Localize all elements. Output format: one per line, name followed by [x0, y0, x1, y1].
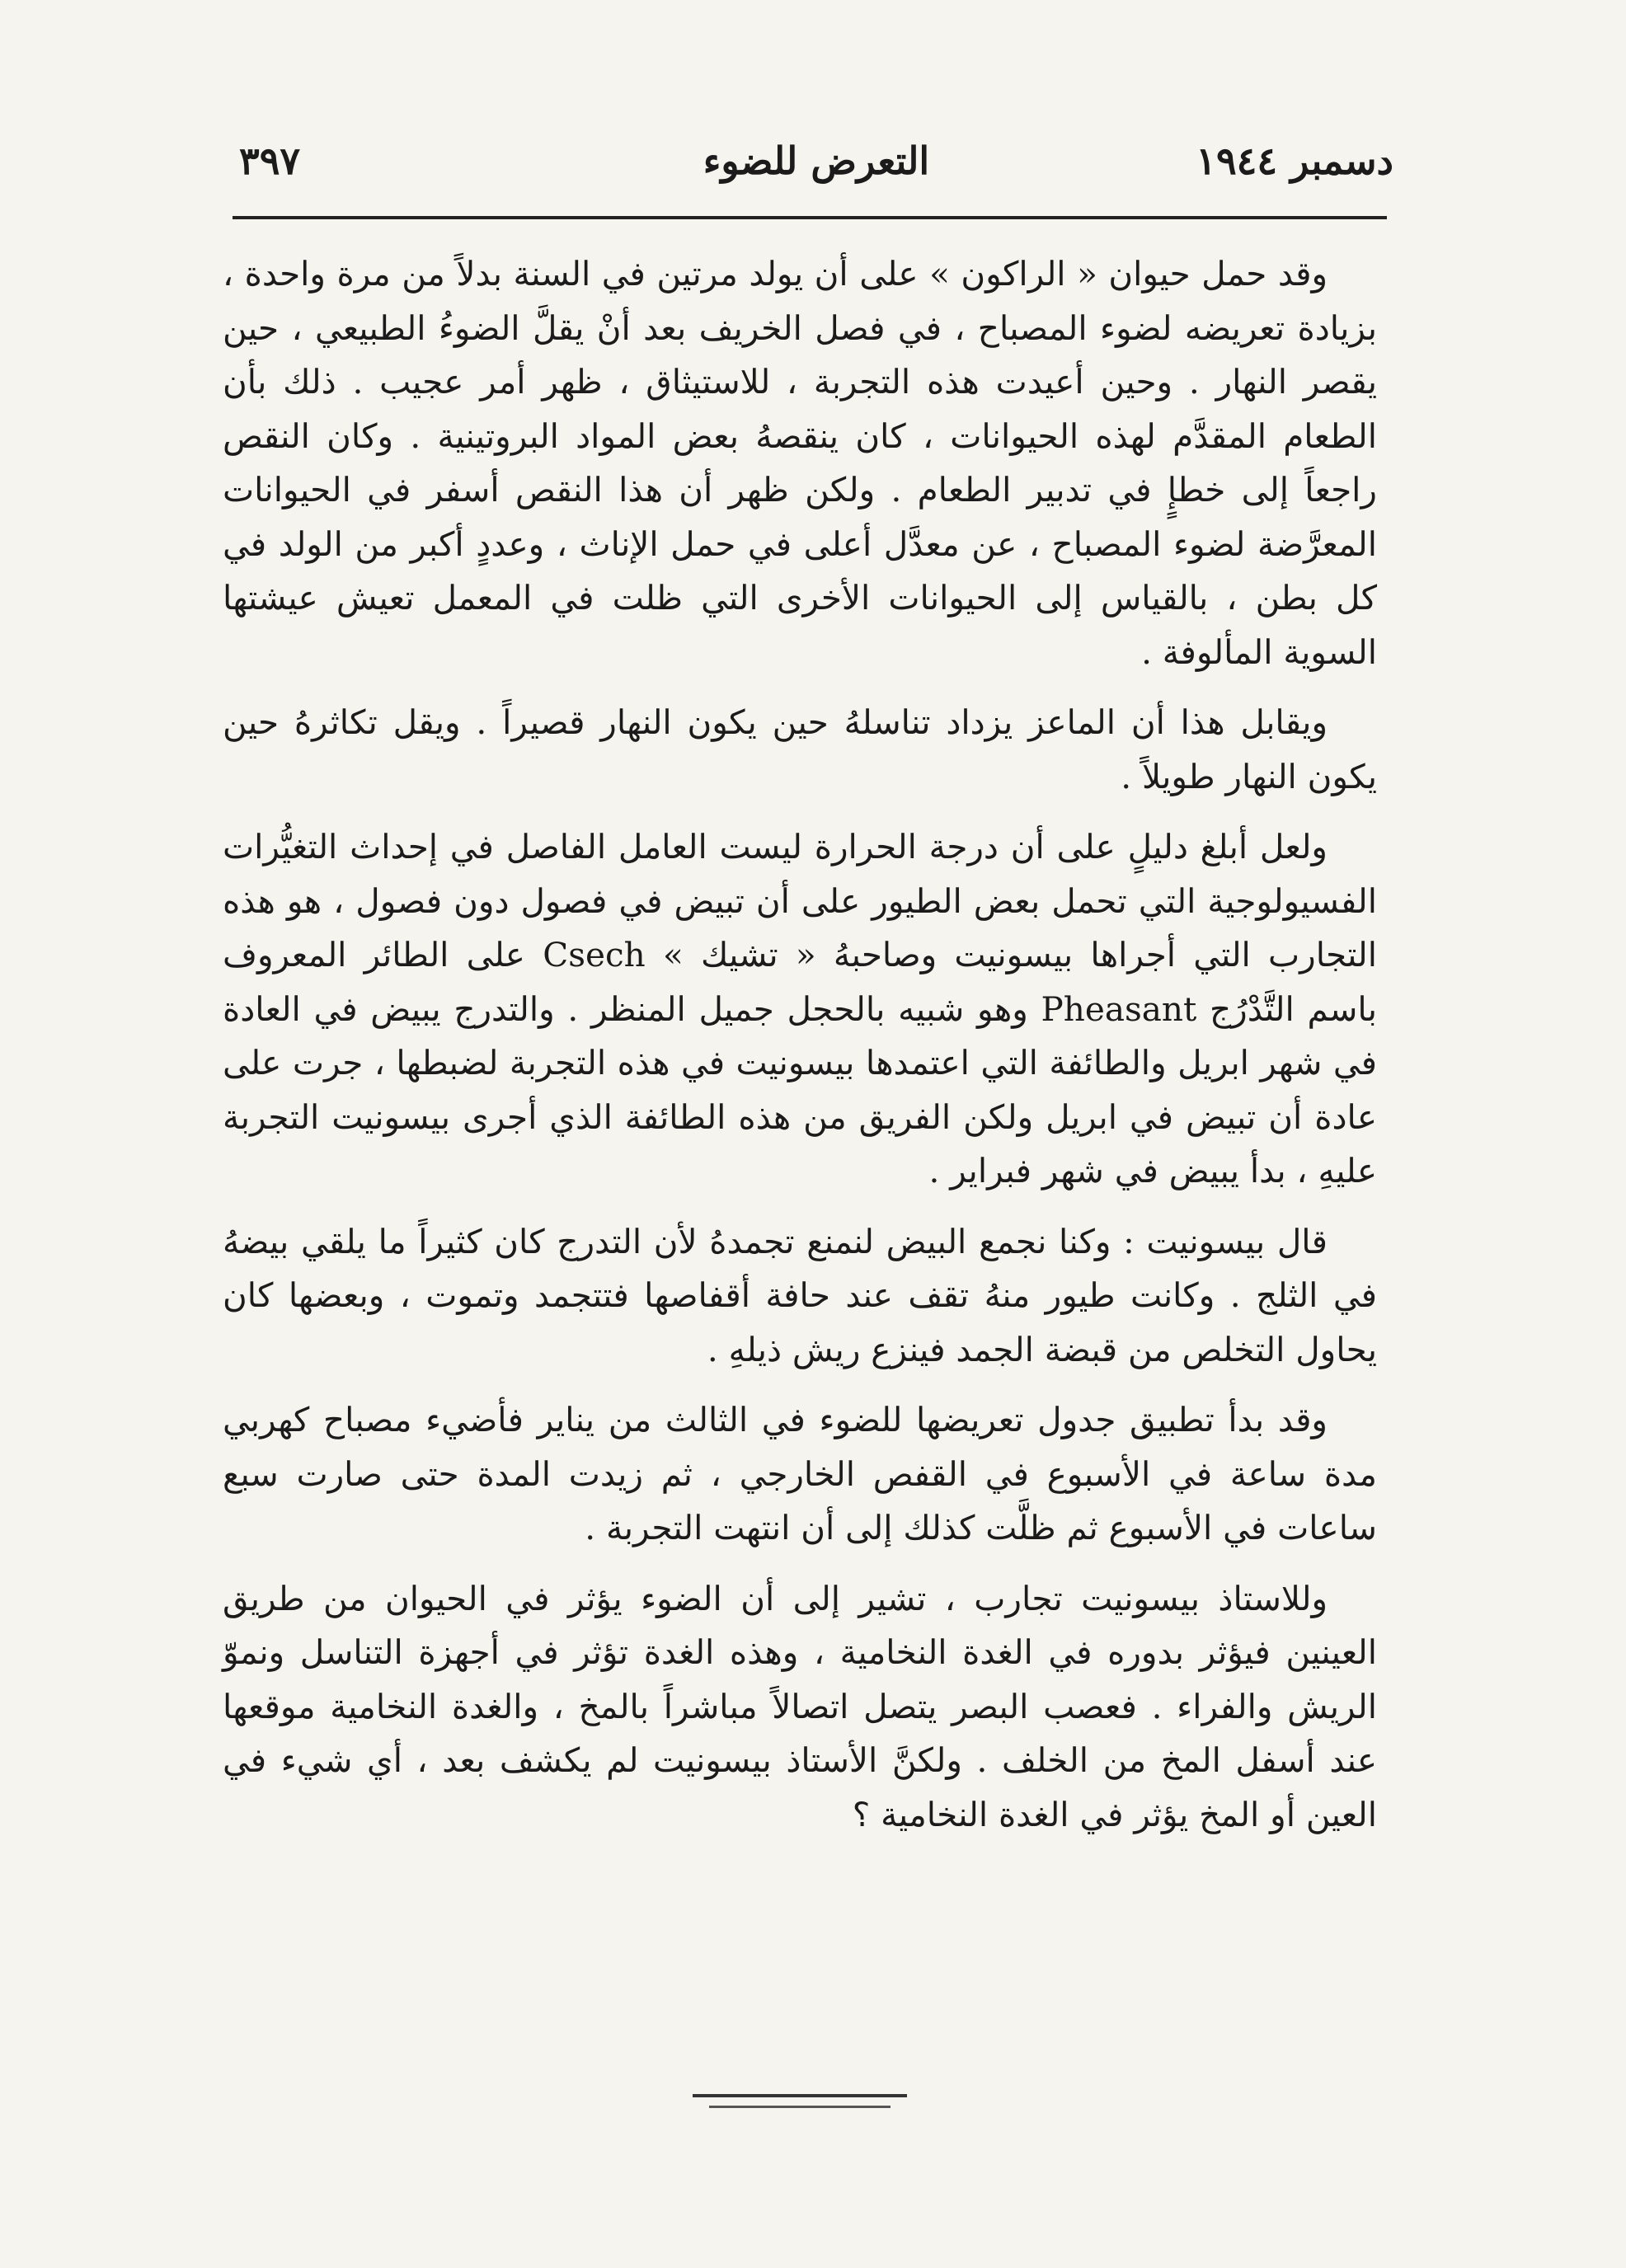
header-date: دسمبر ١٩٤٤	[1196, 139, 1393, 183]
paragraph-raccoon: وقد حمل حيوان « الراكون » على أن يولد مرتين في السنة بدلاً من مرة واحدة ، بزيادة تعريضه لضوء المصباح ، في فصل الخريف بعد أنْ يقلَّ الضوءُ الطبيعي ، حين يقصر النهار . وحين أعيدت هذه التجربة ، للاستيثاق ، ظهر أمر عجيب . ذلك بأن الطعام المقدَّم لهذه الحيوانات ، كان ينقصهُ بعض المواد البروتينية . وكان النقص راجعاً إلى خطإٍ في تدبير الطعام . ولكن ظهر أن هذا النقص أسفر في الحيوانات المعرَّضة لضوء المصباح ، عن معدَّل أعلى في حمل الإناث ، وعددٍ أكبر من الولد في كل بطن ، بالقياس إلى الحيوانات الأخرى التي ظلت في المعمل تعيش عيشتها السوية المألوفة .	[223, 254, 1377, 672]
paragraph-goat: ويقابل هذا أن الماعز يزداد تناسلهُ حين يكون النهار قصيراً . ويقل تكاثرهُ حين يكون النهار طويلاً .	[223, 702, 1377, 796]
ornament-line	[709, 2106, 891, 2108]
ornament-line	[693, 2094, 907, 2097]
header-rule	[233, 216, 1387, 219]
paragraph-pheasant: ولعل أبلغ دليلٍ على أن درجة الحرارة ليست العامل الفاصل في إحداث التغيُّرات الفسيولوجية التي تحمل بعض الطيور على أن تبيض في فصول دون فصول ، هو هذه التجارب التي أجراها بيسونيت وصاحبهُ « تشيك » Csech على الطائر المعروف باسم التَّدْرُج Pheasant وهو شبيه بالحجل جميل المنظر . والتدرج يبيض في العادة في شهر ابريل والطائفة التي اعتمدها بيسونيت في هذه التجربة لضبطها ، جرت على عادة أن تبيض في ابريل ولكن الفريق من هذه الطائفة الذي أجرى بيسونيت التجربة عليهِ ، بدأ يبيض في شهر فبراير .	[223, 827, 1377, 1190]
page-header	[239, 124, 1393, 198]
paragraph-light-schedule: وقد بدأ تطبيق جدول تعريضها للضوء في الثالث من يناير فأضيء مصباح كهربي مدة ساعة في الأسبوع في القفص الخارجي ، ثم زيدت المدة حتى صارت سبع ساعات في الأسبوع ثم ظلَّت كذلك إلى أن انتهت التجربة .	[223, 1400, 1377, 1547]
end-ornament	[693, 2094, 907, 2115]
paragraph-bissonnette-quote: قال بيسونيت : وكنا نجمع البيض لنمنع تجمدهُ لأن التدرج كان كثيراً ما يلقي بيضهُ في الثلج . وكانت طيور منهُ تقف عند حافة أقفاصها فتتجمد وتموت ، وبعضها كان يحاول التخلص من قبضة الجمد فينزع ريش ذيلهِ .	[223, 1221, 1377, 1369]
header-title: التعرض للضوء	[703, 139, 930, 183]
article-body	[223, 247, 1377, 1858]
page-number: ٣٩٧	[239, 139, 301, 183]
paragraph-pituitary: وللاستاذ بيسونيت تجارب ، تشير إلى أن الضوء يؤثر في الحيوان من طريق العينين فيؤثر بدوره في الغدة النخامية ، وهذه الغدة تؤثر في أجهزة التناسل ونموّ الريش والفراء . فعصب البصر يتصل اتصالاً مباشراً بالمخ ، والغدة النخامية موقعها عند أسفل المخ من الخلف . ولكنَّ الأستاذ بيسونيت لم يكشف بعد ، أي شيء في العين أو المخ يؤثر في الغدة النخامية ؟	[223, 1578, 1377, 1834]
